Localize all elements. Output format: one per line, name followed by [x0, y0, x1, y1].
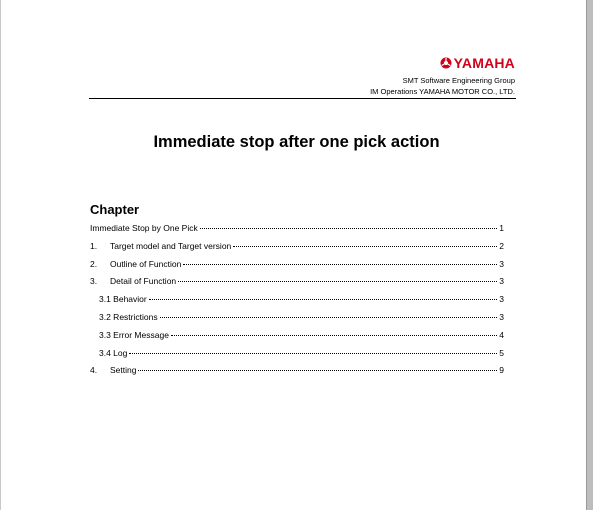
toc-entry-label: Target model and Target version	[110, 240, 232, 251]
toc-entry[interactable]	[90, 311, 504, 329]
yamaha-logo	[440, 56, 515, 70]
toc-entry-page: 9	[499, 365, 504, 376]
toc-leader-dots	[160, 317, 498, 318]
toc-entry-page: 3	[499, 311, 504, 322]
toc-entry-number: 4.	[90, 365, 98, 376]
toc-entry[interactable]	[90, 258, 504, 276]
toc-entry-page: 4	[499, 329, 504, 340]
toc-entry-label: Outline of Function	[110, 258, 182, 269]
toc-leader-dots	[233, 246, 497, 247]
toc-entry-page: 3	[499, 258, 504, 269]
toc-entry-label: 3.1 Behavior	[99, 294, 147, 305]
toc-leader-dots	[183, 264, 497, 265]
page-left-edge	[0, 0, 1, 510]
toc-leader-dots	[149, 299, 498, 300]
toc-entry-page: 3	[499, 276, 504, 287]
toc-entry-number: 2.	[90, 258, 98, 269]
toc-entry-number: 1.	[90, 240, 98, 251]
toc-entry-label: Setting	[110, 365, 137, 376]
toc-entry-page: 3	[499, 294, 504, 305]
toc-entry[interactable]	[90, 222, 504, 240]
document-title: Immediate stop after one pick action	[153, 133, 440, 151]
logo-wordmark: YAMAHA	[453, 55, 515, 71]
toc-entry-label: Immediate Stop by One Pick	[90, 223, 198, 233]
toc-leader-dots	[178, 281, 497, 282]
toc-entry-label: 3.4 Log	[99, 347, 128, 358]
toc-entry[interactable]	[90, 329, 504, 347]
toc-entry-label: 3.2 Restrictions	[99, 311, 158, 322]
toc-entry-page: 5	[499, 347, 504, 358]
toc-entry[interactable]	[90, 293, 504, 311]
page-shadow	[587, 0, 593, 510]
toc-entry[interactable]	[90, 347, 504, 365]
toc-entry-page: 1	[499, 223, 504, 233]
tuning-fork-emblem-icon	[440, 57, 452, 69]
toc-entry-label: Detail of Function	[110, 276, 177, 287]
org-company-name: IM Operations YAMAHA MOTOR CO., LTD.	[370, 87, 515, 96]
toc-entry[interactable]	[90, 240, 504, 258]
toc-entry[interactable]	[90, 275, 504, 293]
toc-leader-dots	[138, 370, 497, 371]
toc-leader-dots	[171, 335, 497, 336]
toc-entry-page: 2	[499, 240, 504, 251]
toc-heading: Chapter	[90, 202, 140, 217]
toc-entry-label: 3.3 Error Message	[99, 329, 169, 340]
header-rule	[89, 98, 516, 99]
org-group-name: SMT Software Engineering Group	[402, 76, 515, 85]
toc-leader-dots	[200, 228, 498, 229]
table-of-contents	[90, 222, 504, 382]
toc-leader-dots	[129, 353, 497, 354]
toc-entry[interactable]	[90, 364, 504, 382]
toc-entry-number: 3.	[90, 276, 98, 287]
